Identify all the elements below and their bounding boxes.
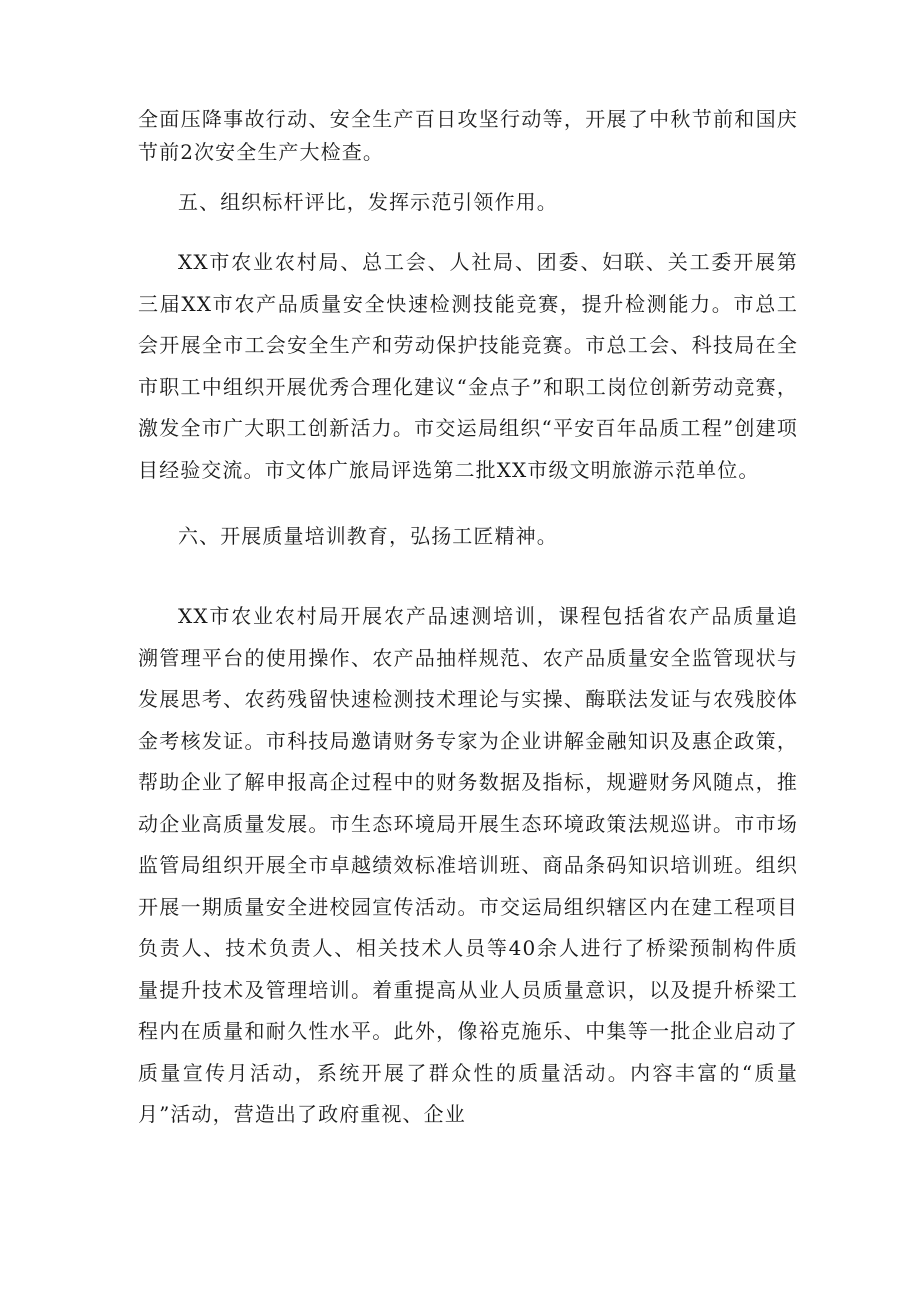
paragraph-skill-competitions: XX市农业农村局、总工会、人社局、团委、妇联、关工委开展第三届XX市农产品质量安全快速检测技能竞赛，提升检测能力。市总工会开展全市工会安全生产和劳动保护技能竞赛。市总工会、科技局在全市职工中组织开展优秀合理化建议“金点子”和职工岗位创新劳动竞赛，激发全市广大职工创新活力。市交运局组织“平安百年品质工程”创建项目经验交流。市文体广旅局评选第二批XX市级文明旅游示范单位。 [138,250,798,482]
section-heading-quality-training: 六、开展质量培训教育，弘扬工匠精神。 [178,524,558,548]
paragraph-training-activities: XX市农业农村局开展农产品速测培训，课程包括省农产品质量追溯管理平台的使用操作、农产品抽样规范、农产品质量安全监管现状与发展思考、农药残留快速检测技术理论与实操、酶联法发证与农残胶体金考核发证。市科技局邀请财务专家为企业讲解金融知识及惠企政策，帮助企业了解申报高企过程中的财务数据及指标，规避财务风随点，推动企业高质量发展。市生态环境局开展生态环境政策法规巡讲。市市场监管局组织开展全市卓越绩效标准培训班、商品条码知识培训班。组织开展一期质量安全进校园宣传活动。市交运局组织辖区内在建工程项目负责人、技术负责人、相关技术人员等40余人进行了桥梁预制构件质量提升技术及管理培训。着重提高从业人员质量意识，以及提升桥梁工程内在质量和耐久性水平。此外，像裕克施乐、中集等一批企业启动了质量宣传月活动，系统开展了群众性的质量活动。内容丰富的“质量月”活动，营造出了政府重视、企业 [138,604,798,1126]
section-heading-benchmark-evaluation: 五、组织标杆评比，发挥示范引领作用。 [178,190,558,214]
paragraph-safety-inspection: 全面压降事故行动、安全生产百日攻坚行动等，开展了中秋节前和国庆节前2次安全生产大检查。 [138,107,798,164]
